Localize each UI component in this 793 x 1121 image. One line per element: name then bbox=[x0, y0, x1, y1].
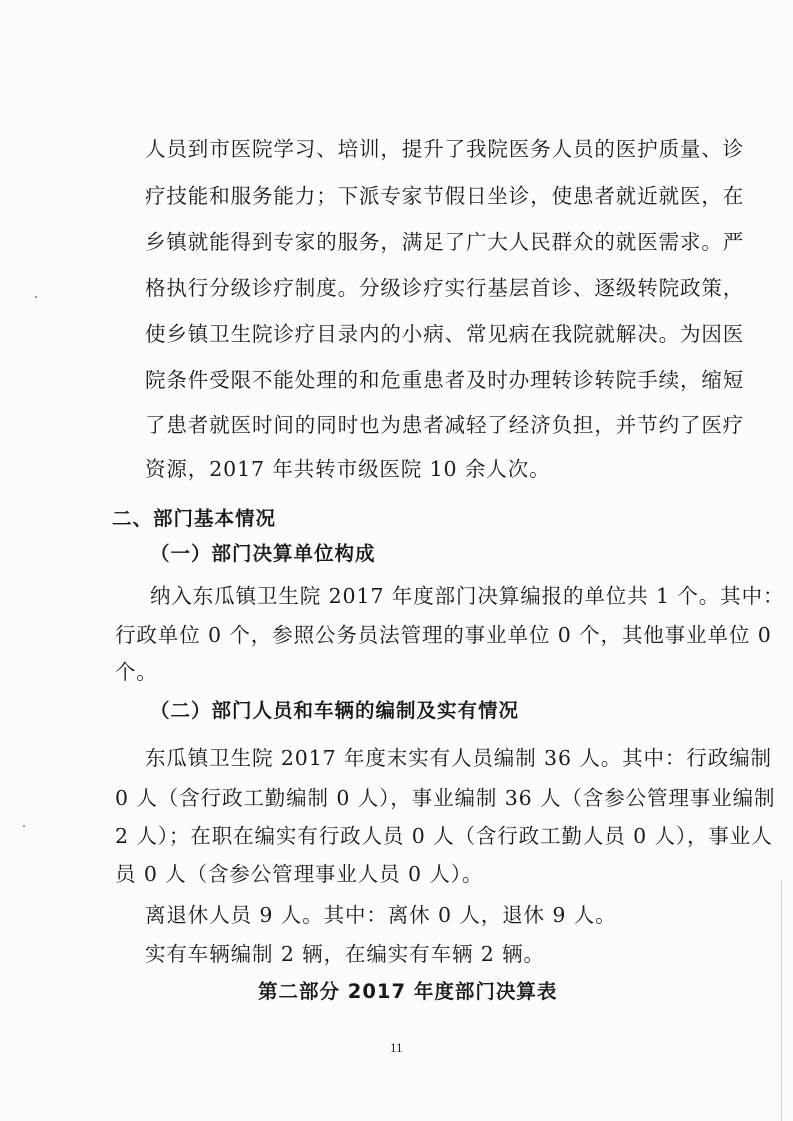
scan-speck bbox=[35, 296, 37, 298]
body-line: 纳入东瓜镇卫生院 2017 年度部门决算编报的单位共 1 个。其中： bbox=[150, 584, 785, 608]
body-line: 资源，2017 年共转市级医院 10 余人次。 bbox=[145, 457, 551, 481]
scan-edge-line bbox=[781, 880, 782, 1121]
body-line: 人员到市医院学习、培训，提升了我院医务人员的医护质量、诊 bbox=[145, 137, 745, 161]
part-title: 第二部分 2017 年度部门决算表 bbox=[258, 980, 558, 1003]
scan-speck bbox=[23, 825, 25, 827]
section-heading: 二、部门基本情况 bbox=[112, 507, 277, 530]
body-line: 东瓜镇卫生院 2017 年度末实有人员编制 36 人。其中：行政编制 bbox=[145, 746, 772, 770]
page-number: 11 bbox=[390, 1040, 403, 1055]
body-line: 个。 bbox=[115, 660, 158, 684]
body-line: 乡镇就能得到专家的服务，满足了广大人民群众的就医需求。严 bbox=[145, 230, 745, 254]
body-line: 格执行分级诊疗制度。分级诊疗实行基层首诊、逐级转院政策， bbox=[145, 276, 745, 300]
body-line: 院条件受限不能处理的和危重患者及时办理转诊转院手续，缩短 bbox=[145, 368, 745, 392]
subsection-heading: （一）部门决算单位构成 bbox=[150, 542, 376, 565]
body-line: 疗技能和服务能力；下派专家节假日坐诊，使患者就近就医，在 bbox=[145, 184, 745, 208]
subsection-heading: （二）部门人员和车辆的编制及实有情况 bbox=[150, 699, 520, 722]
body-line: 离退休人员 9 人。其中：离休 0 人，退休 9 人。 bbox=[145, 903, 617, 927]
body-line: 员 0 人（含参公管理事业人员 0 人）。 bbox=[115, 862, 484, 886]
body-line: 0 人（含行政工勤编制 0 人），事业编制 36 人（含参公管理事业编制 bbox=[115, 786, 776, 810]
body-line: 行政单位 0 个，参照公务员法管理的事业单位 0 个，其他事业单位 0 bbox=[115, 623, 772, 647]
body-line: 实有车辆编制 2 辆，在编实有车辆 2 辆。 bbox=[145, 942, 545, 966]
body-line: 2 人）；在职在编实有行政人员 0 人（含行政工勤人员 0 人），事业人 bbox=[115, 824, 773, 848]
body-line: 使乡镇卫生院诊疗目录内的小病、常见病在我院就解决。为因医 bbox=[145, 322, 745, 346]
body-line: 了患者就医时间的同时也为患者减轻了经济负担，并节约了医疗 bbox=[145, 413, 745, 437]
